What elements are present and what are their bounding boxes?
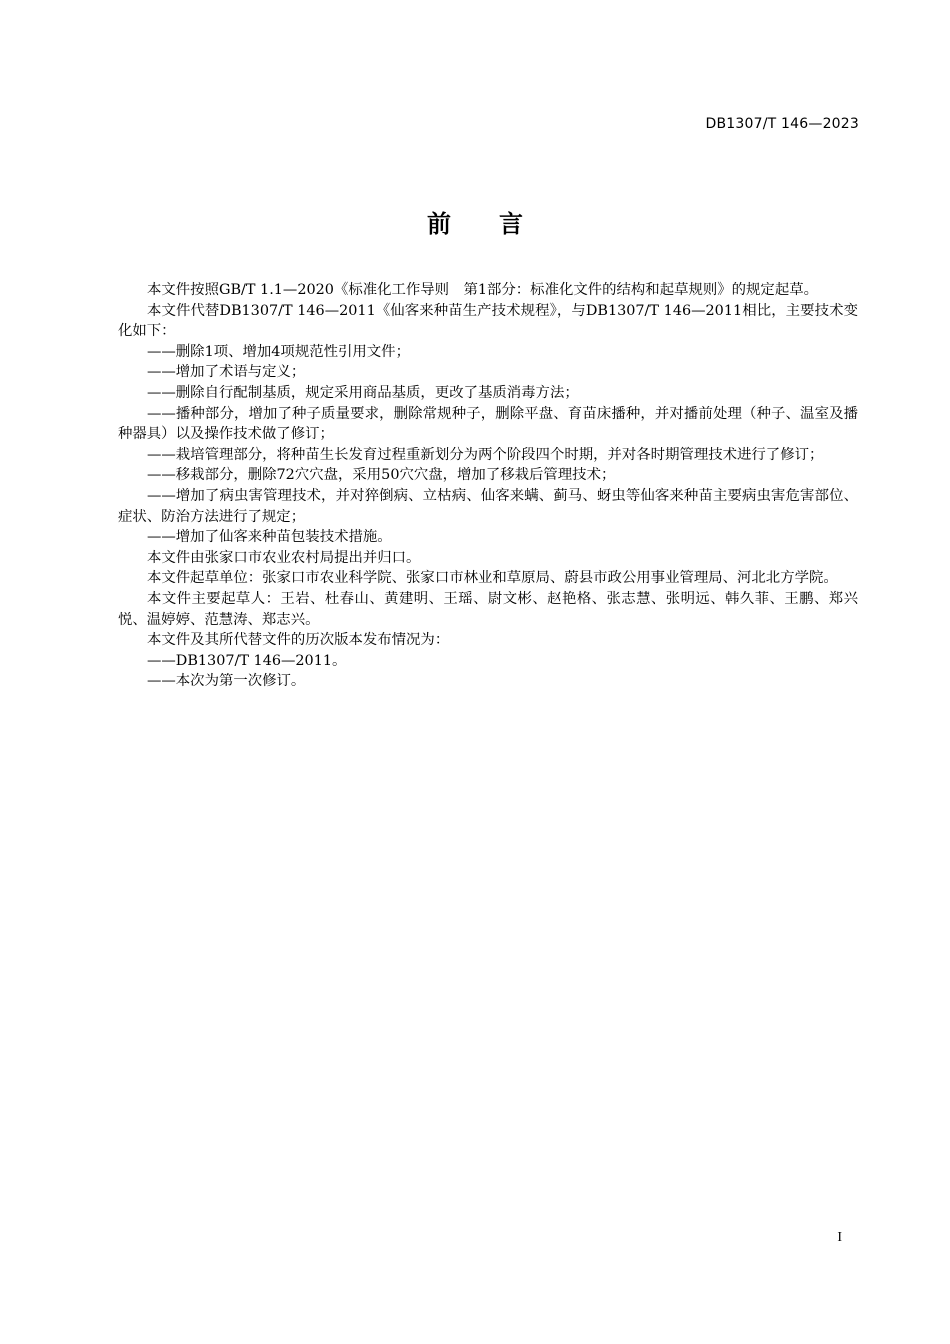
change-item: ——增加了术语与定义；: [147, 364, 306, 381]
change-item: ——移栽部分，删除72穴穴盘，采用50穴穴盘，增加了移栽后管理技术；: [147, 467, 616, 484]
paragraph-drafting-units: 本文件起草单位：张家口市农业科学院、张家口市林业和草原局、蔚县市政公用事业管理局、河北北方学院。: [147, 570, 838, 587]
change-item: ——删除1项、增加4项规范性引用文件；: [147, 343, 410, 360]
paragraph-proposer: 本文件由张家口市农业农村局提出并归口。: [147, 549, 421, 566]
change-item: ——播种部分，增加了种子质量要求，删除常规种子，删除平盘、育苗床播种，并对播前处理（种子、温室及播种器具）以及操作技术做了修订；: [118, 405, 858, 443]
change-item: ——增加了病虫害管理技术，并对猝倒病、立枯病、仙客来螨、蓟马、蚜虫等仙客来种苗主要病虫害危害部位、症状、防治方法进行了规定；: [118, 487, 858, 525]
change-item: ——栽培管理部分，将种苗生长发育过程重新划分为两个阶段四个时期，并对各时期管理技术进行了修订；: [147, 446, 824, 463]
paragraph-version-history: 本文件及其所代替文件的历次版本发布情况为：: [147, 632, 450, 649]
paragraph-drafters: 本文件主要起草人：王岩、杜春山、黄建明、王瑶、尉文彬、赵艳格、张志慧、张明远、韩久菲、王鹏、郑兴悦、温婷婷、范慧涛、郑志兴。: [118, 590, 858, 628]
page-number: I: [837, 1230, 842, 1245]
change-item: ——增加了仙客来种苗包装技术措施。: [147, 529, 392, 546]
paragraph-replacement: 本文件代替DB1307/T 146—2011《仙客来种苗生产技术规程》，与DB1307/T 146—2011相比，主要技术变化如下：: [118, 302, 858, 340]
change-item: ——删除自行配制基质，规定采用商品基质，更改了基质消毒方法；: [147, 384, 579, 401]
foreword-body: [118, 280, 858, 692]
document-code: DB1307/T 146—2023: [705, 116, 859, 132]
version-item: ——本次为第一次修订。: [147, 673, 306, 690]
version-item: ——DB1307/T 146—2011。: [147, 652, 347, 669]
page-title: 前言: [427, 210, 571, 238]
paragraph-drafting-basis: 本文件按照GB/T 1.1—2020《标准化工作导则 第1部分：标准化文件的结构和起草规则》的规定起草。: [147, 282, 818, 298]
